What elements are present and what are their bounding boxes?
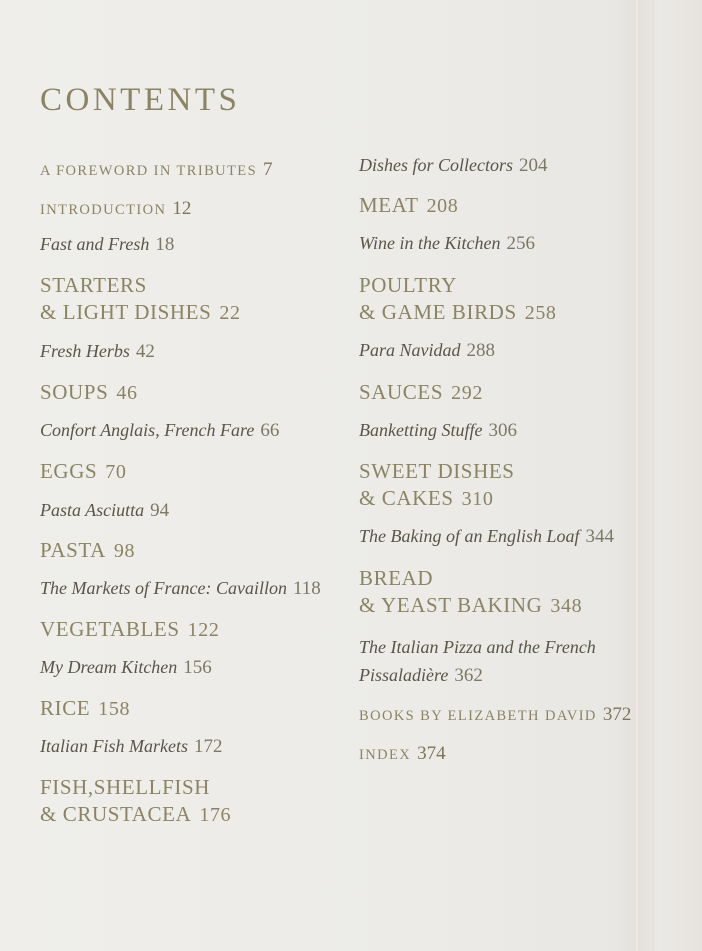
toc-entry[interactable]: [40, 234, 174, 256]
toc-entry[interactable]: [359, 155, 548, 177]
toc-entry-page: 46: [116, 382, 138, 404]
toc-entry-page: 122: [187, 619, 220, 641]
toc-entry-page: 310: [461, 488, 494, 510]
toc-entry-page: 42: [135, 341, 155, 362]
contents-title: CONTENTS: [40, 82, 241, 118]
toc-entry-page: 156: [183, 657, 212, 678]
toc-entry-label: PASTA: [40, 538, 106, 562]
toc-entry-page: 176: [199, 804, 232, 826]
toc-entry-label: BOOKS BY ELIZABETH DAVID: [359, 708, 597, 724]
toc-entry[interactable]: [40, 159, 273, 181]
toc-entry[interactable]: [40, 500, 169, 522]
toc-entry-label: POULTRY: [359, 273, 457, 297]
toc-entry-page: 204: [519, 155, 548, 176]
toc-chapter-entry[interactable]: [40, 272, 241, 327]
page-edge-line: [652, 0, 654, 951]
toc-chapter-entry[interactable]: [40, 537, 135, 565]
toc-entry-page: 348: [550, 595, 583, 617]
toc-entry-label: VEGETABLES: [40, 617, 180, 641]
toc-entry-label: & YEAST BAKING: [359, 593, 543, 617]
toc-entry-label: The Italian Pizza and the French: [359, 637, 596, 657]
toc-entry-page: 208: [426, 195, 459, 217]
toc-entry-label: Italian Fish Markets: [40, 736, 188, 756]
toc-entry-label: & LIGHT DISHES: [40, 300, 212, 324]
toc-entry-page: 22: [219, 302, 241, 324]
toc-entry[interactable]: [40, 341, 155, 363]
toc-entry[interactable]: [359, 704, 631, 726]
toc-entry[interactable]: [359, 633, 596, 690]
toc-entry[interactable]: [40, 420, 279, 442]
toc-entry[interactable]: [359, 526, 614, 548]
toc-entry[interactable]: [359, 233, 535, 255]
toc-entry-label: Fresh Herbs: [40, 341, 130, 361]
toc-chapter-entry[interactable]: [40, 695, 130, 723]
toc-chapter-entry[interactable]: [359, 192, 458, 220]
toc-entry-label: SOUPS: [40, 380, 109, 404]
toc-entry-label: MEAT: [359, 193, 419, 217]
toc-entry-label: SWEET DISHES: [359, 459, 515, 483]
toc-entry-label: The Markets of France: Cavaillon: [40, 578, 287, 598]
toc-entry-page: 70: [105, 461, 127, 483]
toc-entry-label: Confort Anglais, French Fare: [40, 420, 255, 440]
toc-entry-label: & CRUSTACEA: [40, 802, 192, 826]
toc-entry-page: 94: [150, 500, 170, 521]
toc-entry[interactable]: [40, 736, 222, 758]
toc-entry[interactable]: [40, 657, 212, 679]
toc-entry-label: INDEX: [359, 747, 412, 763]
toc-chapter-entry[interactable]: [40, 616, 219, 644]
toc-entry-page: 118: [292, 578, 321, 599]
toc-entry-page: 362: [454, 665, 483, 686]
toc-entry-label: EGGS: [40, 459, 98, 483]
toc-entry-page: 344: [585, 526, 614, 547]
toc-entry-page: 7: [263, 159, 273, 180]
toc-entry-label: RICE: [40, 696, 91, 720]
toc-chapter-entry[interactable]: [40, 458, 126, 486]
toc-entry-page: 292: [451, 382, 483, 404]
toc-chapter-entry[interactable]: [40, 379, 138, 407]
page-edge-line: [636, 0, 638, 951]
toc-entry-label: The Baking of an English Loaf: [359, 526, 580, 546]
toc-chapter-entry[interactable]: [359, 458, 515, 513]
toc-entry[interactable]: [359, 420, 517, 442]
toc-entry[interactable]: [40, 578, 321, 600]
toc-entry-page: 12: [172, 198, 192, 219]
toc-entry-label: SAUCES: [359, 380, 444, 404]
toc-entry-label: Para Navidad: [359, 340, 461, 360]
toc-entry-label: Fast and Fresh: [40, 234, 150, 254]
toc-entry-page: 258: [524, 302, 557, 324]
toc-chapter-entry[interactable]: [40, 774, 231, 829]
toc-entry-page: 158: [98, 698, 131, 720]
toc-entry-label: & CAKES: [359, 486, 454, 510]
toc-entry-page: 372: [602, 704, 632, 725]
toc-chapter-entry[interactable]: [359, 272, 557, 327]
toc-entry[interactable]: [359, 743, 446, 765]
toc-entry-label: A FOREWORD IN TRIBUTES: [40, 163, 258, 179]
toc-entry-label: Wine in the Kitchen: [359, 233, 501, 253]
toc-entry-label: INTRODUCTION: [40, 202, 167, 218]
toc-entry-label: STARTERS: [40, 273, 147, 297]
toc-entry-page: 256: [506, 233, 535, 254]
toc-chapter-entry[interactable]: [359, 565, 582, 620]
toc-entry-page: 98: [113, 540, 136, 562]
toc-chapter-entry[interactable]: [359, 379, 483, 407]
toc-entry-page: 306: [488, 420, 517, 441]
toc-entry-label: BREAD: [359, 566, 434, 590]
toc-entry-label: My Dream Kitchen: [40, 657, 178, 677]
toc-entry-page: 18: [155, 234, 175, 255]
toc-entry-label: Pissaladière: [359, 665, 449, 685]
toc-entry-page: 374: [417, 743, 446, 764]
toc-entry-label: & GAME BIRDS: [359, 300, 517, 324]
toc-entry-label: FISH,SHELLFISH: [40, 775, 211, 799]
toc-entry-label: Dishes for Collectors: [359, 155, 514, 175]
toc-entry-label: Banketting Stuffe: [359, 420, 483, 440]
toc-entry-page: 172: [193, 736, 223, 757]
toc-entry[interactable]: [359, 340, 495, 362]
toc-entry-page: 66: [260, 420, 280, 441]
toc-entry-page: 288: [466, 340, 495, 361]
toc-entry[interactable]: [40, 198, 191, 220]
toc-entry-label: Pasta Asciutta: [40, 500, 145, 520]
